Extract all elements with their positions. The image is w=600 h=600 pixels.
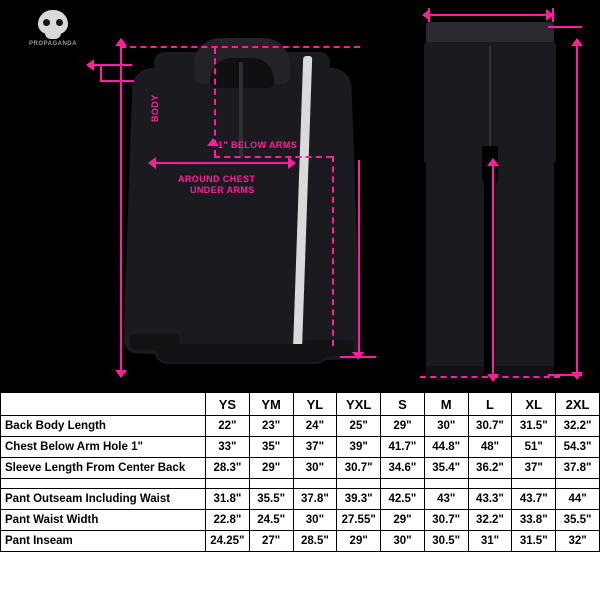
row-label: Pant Waist Width [1,510,206,531]
sleeve-chest-guide [214,156,332,158]
cell: 35.5" [556,510,600,531]
cell: 39.3" [337,489,381,510]
cell: 30.7" [468,416,512,437]
back-length-arrow-bottom [115,370,127,378]
spacer-cell [556,479,600,489]
below-arms-label: 1" BELOW ARMS [218,140,298,150]
spacer-cell [293,479,337,489]
size-header-l: L [468,393,512,416]
back-length-arrow-top [115,38,127,46]
cell: 44" [556,489,600,510]
cell: 28.5" [293,531,337,552]
cell: 39" [337,437,381,458]
pants-waistband [426,22,554,44]
outseam-top-tick [548,26,582,28]
table-header-row [1,393,600,416]
shoulder-bracket-bottom [100,80,134,82]
spacer-cell [424,479,468,489]
shoulder-bracket-arrow [86,59,94,71]
cell: 43.3" [468,489,512,510]
cell: 22.8" [206,510,250,531]
pants-left-leg [426,152,484,380]
cell: 24" [293,416,337,437]
cell: 41.7" [381,437,425,458]
cell: 48" [468,437,512,458]
pants-crotch-gap [482,146,498,186]
spacer-cell [381,479,425,489]
jacket-hem [156,344,328,362]
cell: 29" [381,416,425,437]
brand-logo-text: PROPAGANDA [29,41,77,47]
cell: 30.7" [424,510,468,531]
pants-front-seam [489,46,491,150]
pants-right-leg [496,152,554,380]
table-row [1,489,600,510]
size-header-ym: YM [249,393,293,416]
cell: 28.3" [206,458,250,479]
cell: 31" [468,531,512,552]
around-chest-label: AROUND CHEST [178,174,256,184]
size-header-s: S [381,393,425,416]
pants-illustration [416,22,564,382]
inseam-measure-line [492,166,494,376]
row-label: Sleeve Length From Center Back [1,458,206,479]
cell: 42.5" [381,489,425,510]
back-length-measure-line [120,46,122,372]
cell: 37" [293,437,337,458]
cell: 35.4" [424,458,468,479]
table-row [1,437,600,458]
row-label: Back Body Length [1,416,206,437]
cell: 32.2" [468,510,512,531]
table-row [1,458,600,479]
row-label: Chest Below Arm Hole 1" [1,437,206,458]
cell: 22" [206,416,250,437]
brand-logo [14,10,92,58]
waist-width-tick-left [428,8,430,22]
cell: 32.2" [556,416,600,437]
cell: 35" [249,437,293,458]
cell: 37.8" [556,458,600,479]
outseam-measure-line [576,46,578,374]
cell: 33" [206,437,250,458]
table-spacer-row [1,479,600,489]
table-header-measurement [1,393,206,416]
cell: 30" [293,458,337,479]
cell: 30.5" [424,531,468,552]
cell: 29" [249,458,293,479]
cell: 24.25" [206,531,250,552]
shoulder-guide-line [120,46,360,48]
cell: 35.5" [249,489,293,510]
spacer-cell [206,479,250,489]
spacer-cell [249,479,293,489]
cell: 33.8" [512,510,556,531]
spacer-cell [1,479,206,489]
cell: 37" [512,458,556,479]
body-label: BODY [150,94,160,122]
cell: 36.2" [468,458,512,479]
cell: 31.8" [206,489,250,510]
cell: 30.7" [337,458,381,479]
spacer-cell [468,479,512,489]
cell: 24.5" [249,510,293,531]
cell: 27.55" [337,510,381,531]
table-row [1,531,600,552]
cell: 54.3" [556,437,600,458]
cell: 43.7" [512,489,556,510]
cell: 30" [381,531,425,552]
jacket-illustration [128,22,356,374]
cell: 34.6" [381,458,425,479]
size-table-container [0,392,600,600]
under-arms-label: UNDER ARMS [190,185,255,195]
cell: 32" [556,531,600,552]
chest-arrow-left [148,157,156,169]
waist-width-line [430,14,546,16]
row-label: Pant Inseam [1,531,206,552]
sleeve-cuff-bracket [358,160,360,356]
size-header-yl: YL [293,393,337,416]
cell: 29" [337,531,381,552]
inseam-arrow-top [487,158,499,166]
size-header-m: M [424,393,468,416]
shoulder-bracket-vert [100,64,102,80]
cell: 25" [337,416,381,437]
cell: 29" [381,510,425,531]
row-label: Pant Outseam Including Waist [1,489,206,510]
table-row [1,510,600,531]
shoulder-bracket-top [92,64,132,66]
sleeve-cuff-arrow [352,352,364,360]
size-header-yxl: YXL [337,393,381,416]
cell: 44.8" [424,437,468,458]
chest-measure-line [156,162,288,164]
size-header-ys: YS [206,393,250,416]
cell: 37.8" [293,489,337,510]
size-header-xl: XL [512,393,556,416]
cell: 30" [293,510,337,531]
sleeve-arm-guide [332,156,334,346]
size-header-2xl: 2XL [556,393,600,416]
cell: 43" [424,489,468,510]
waist-width-tick-right [552,8,554,22]
table-row [1,416,600,437]
spacer-cell [337,479,381,489]
cell: 31.5" [512,531,556,552]
size-table [0,392,600,552]
inseam-bottom-guide [420,376,560,378]
cell: 23" [249,416,293,437]
chest-arrow-right [288,157,296,169]
outseam-arrow-top [571,38,583,46]
spacer-cell [512,479,556,489]
cell: 51" [512,437,556,458]
skull-jaw-icon [45,31,61,39]
cell: 27" [249,531,293,552]
cell: 31.5" [512,416,556,437]
cell: 30" [424,416,468,437]
